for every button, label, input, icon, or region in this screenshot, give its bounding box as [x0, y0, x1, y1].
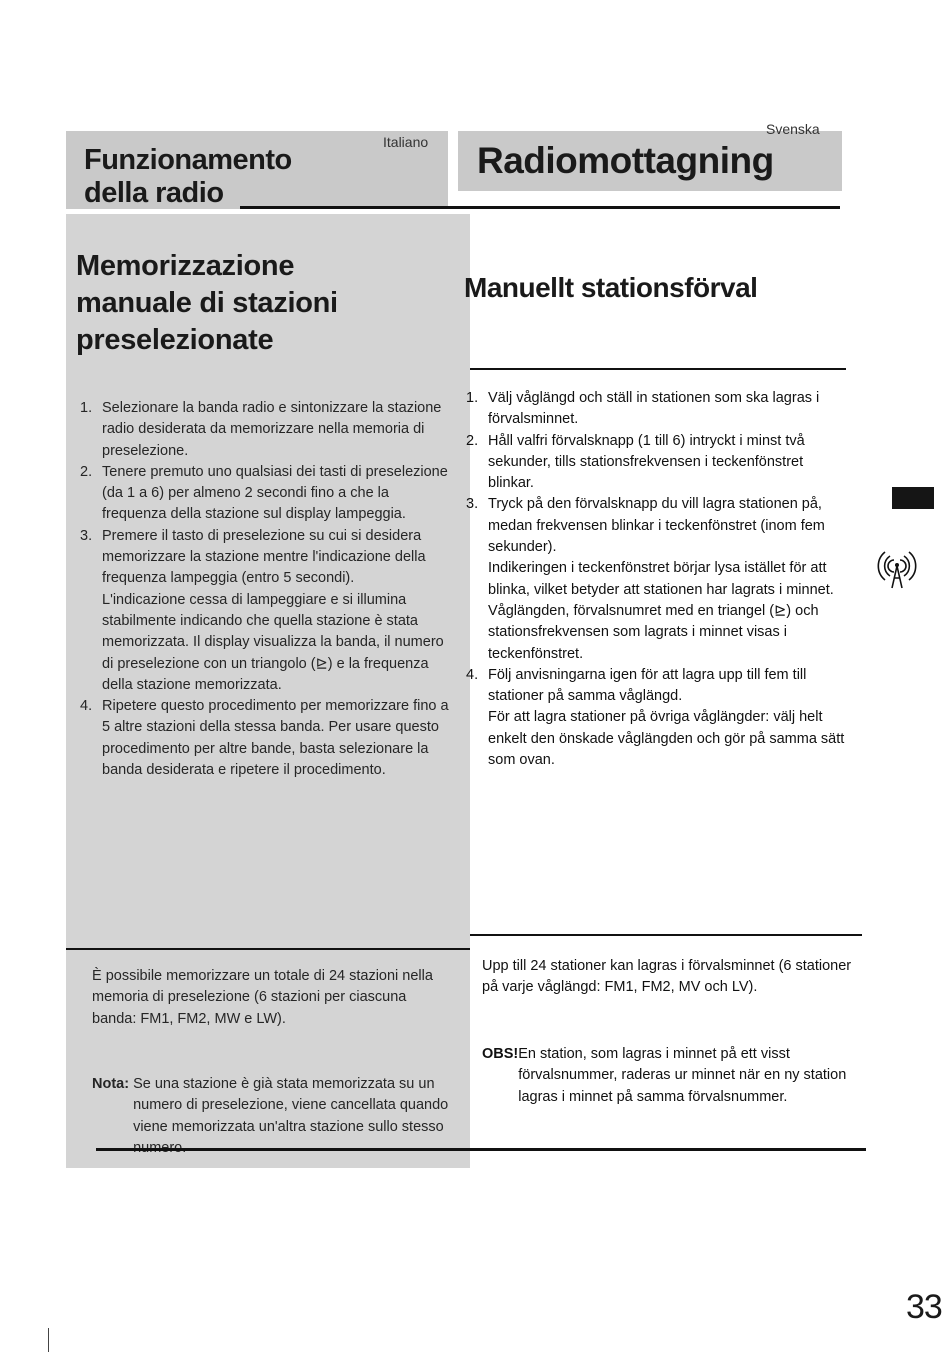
sv-note-text: En station, som lagras i minnet på ett visst förvalsnummer, raderas ur minnet när en ny station lagras i minnet på samma förvalsnummer. [518, 1046, 847, 1105]
sv-step-2: 2. Håll valfri förvalsknapp (1 till 6) intryckt i minst två sekunder, tills stationsfrekvensen i teckenfönstret blinkar. [466, 432, 805, 492]
sv-step-1: 1. Välj våglängd och ställ in stationen som ska lagras i förvalsminnet. [466, 390, 820, 428]
it-note-label: Nota: [92, 1076, 130, 1092]
header-rule [240, 206, 840, 209]
page-number: 33 [906, 1288, 942, 1326]
it-language-label: Italiano [383, 134, 429, 150]
sv-language-label: Svenska [766, 121, 820, 137]
sv-divider-rule [470, 934, 862, 936]
sv-steps-list [466, 388, 850, 771]
sv-step-4: 4. Följ anvisningarna igen för att lagra upp till fem till stationer på samma våglängd. För att lagra stationer på övriga våglängder: välj helt enkelt den önskade våglängden och gör på samma sätt som ovan. [466, 666, 845, 769]
sv-section-rule [470, 368, 846, 370]
it-header-title: Funzionamento della radio [84, 144, 292, 209]
sv-note-label: OBS! [482, 1046, 519, 1062]
sv-section-title: Manuellt stationsförval [464, 272, 758, 303]
radio-antenna-icon [868, 548, 926, 590]
it-section-title: Memorizzazione manuale di stazioni preselezionate [76, 250, 338, 356]
sv-header-title: Radiomottagning [477, 140, 774, 181]
side-tab-marker [892, 487, 934, 509]
sv-info-text: Upp till 24 stationer kan lagras i förvalsminnet (6 stationer på varje våglängd: FM1, FM2, MV och LV). [482, 958, 852, 996]
it-step-2: 2. Tenere premuto uno qualsiasi dei tasti di preselezione (da 1 a 6) per almeno 2 secondi fino a che la frequenza della stazione sul display lampeggia. [80, 463, 448, 523]
it-note [92, 1074, 468, 1159]
it-note-text: Se una stazione è già stata memorizzata su un numero di preselezione, viene cancellata quando viene memorizzata un'altra stazione sullo stesso [133, 1076, 449, 1135]
it-step-4: 4. Ripetere questo procedimento per memorizzare fino a 5 altre stazioni della stessa banda. Per usare questo procedimento per altre bande, basta selezionare la banda desiderata e ripetere il procedimento. [80, 698, 449, 779]
it-divider-rule [66, 948, 470, 950]
it-steps-list [80, 398, 452, 781]
margin-mark [48, 1328, 49, 1352]
sv-step-3: 3. Tryck på den förvalsknapp du vill lagra stationen på, medan frekvensen blinkar i teckenfönstret (inom fem sekunder). Indikeringen i teckenfönstret börjar lysa istället för att blinka, vilket betyder att stationen har lagrats i minnet. Våglängden, förvalsnumret med en triangel (⊵) och stationsfrekvensen som lagrats i minnet visas i teckenfönstret. [466, 496, 834, 662]
sv-note [482, 1044, 854, 1108]
it-info-text: È possibile memorizzare un totale di 24 stazioni nella memoria di preselezione (6 stazioni per ciascuna banda: FM1, FM2, MW e LW). [92, 968, 433, 1027]
bottom-rule [96, 1148, 866, 1151]
it-step-1: 1. Selezionare la banda radio e sintonizzare la stazione radio desiderata da memorizzare nella memoria di preselezione. [80, 400, 442, 459]
it-step-3: 3. Premere il tasto di preselezione su cui si desidera memorizzare la stazione mentre l'indicazione della frequenza lampeggia (entro 5 secondi). L'indicazione cessa di lampeggiare e si illumina stabilmente indicando che quella stazione è stata memorizzata. Il display visualizza la banda, il numero di preselezione con un triangolo (⊵) e la frequenza della stazione memorizzata. [80, 527, 444, 693]
